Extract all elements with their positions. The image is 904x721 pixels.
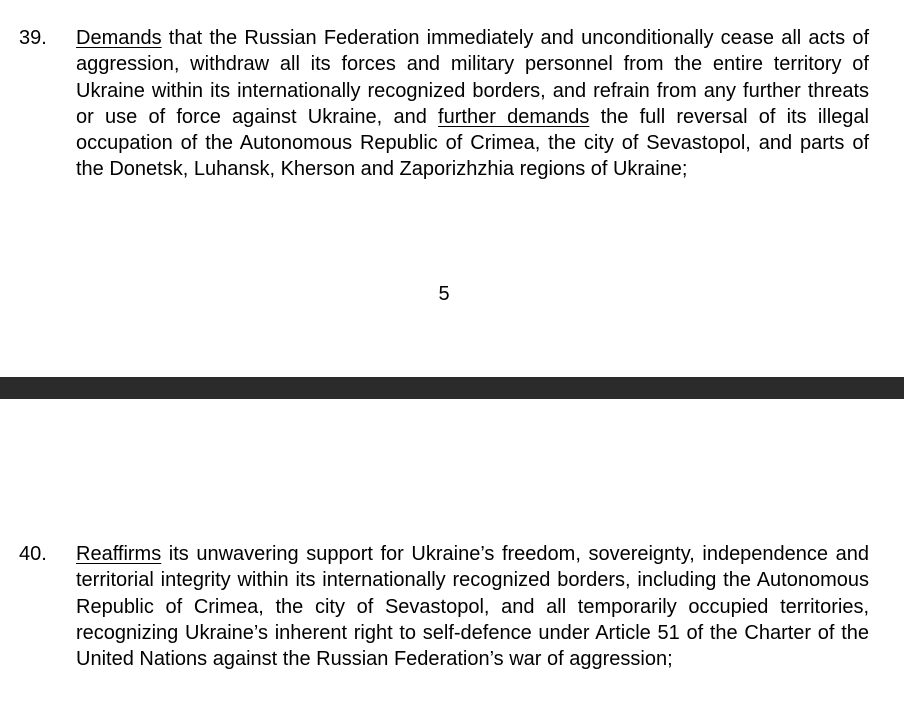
operative-verb: Reaffirms [76, 543, 162, 565]
paragraph-number: 40. [19, 543, 47, 565]
page-number: 5 [438, 283, 450, 305]
paragraph-number: 39. [19, 27, 47, 49]
paragraph-text [76, 25, 869, 183]
operative-verb: Demands [76, 27, 162, 49]
paragraph-text [76, 541, 869, 672]
paragraph-body: its unwavering support for Ukraine’s freedom, sovereignty, independence and territorial integrity within its internationally recognized borders, including the Autonomous Republic of Crimea, the city of Sevastopol, and all temporarily occupied territories, recognizing Ukraine’s inherent right to self-defence under Article 51 of the Charter of the United Nations against the Russian Federation’s war of aggression; [76, 543, 869, 671]
operative-verb-secondary: further demands [438, 105, 590, 128]
page-separator [0, 377, 904, 399]
paragraph-body-continued: the full reversal of its illegal occupation of the Autonomous Republic of Crimea, the city of Sevastopol, and parts of the Donetsk, Luhansk, Kherson and Zaporizhzhia regions of Ukraine; [76, 105, 870, 181]
paragraph-body: that the Russian Federation immediately and unconditionally cease all acts of aggression, withdraw all its forces and military personnel from the entire territory of Ukraine within its internationally recognized borders, and refrain from any further threats or use of force against Ukraine, and [76, 27, 869, 128]
